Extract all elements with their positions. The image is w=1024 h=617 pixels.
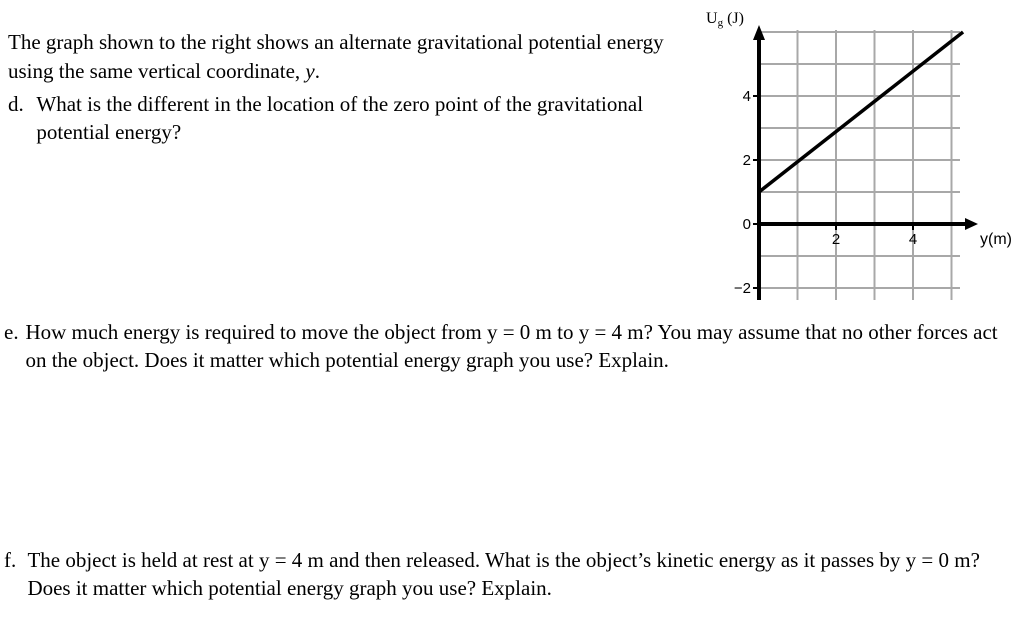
intro-paragraph <box>8 28 688 86</box>
y-axis-label-unit: (J) <box>723 10 744 27</box>
intro-text: The graph shown to the right shows an alternate gravitational potential energy using the same vertical coordinate, <box>8 30 664 83</box>
y-tick-label-neg2: −2 <box>733 280 751 297</box>
x-axis-arrow <box>965 218 978 230</box>
question-f-label: f. <box>4 548 17 572</box>
question-e-text: How much energy is required to move the object from y = 0 m to y = 4 m? You may assume that no other forces act on the object. Does it matter which potential energy graph you use? Explain. <box>25 320 998 372</box>
x-tick-label-2: 2 <box>831 231 841 248</box>
series-line-ug <box>759 32 963 192</box>
x-tick-label-4: 4 <box>908 231 918 248</box>
y-tick-label-0: 0 <box>742 216 751 233</box>
y-axis-label-main: U <box>706 10 718 27</box>
intro-end: . <box>314 59 320 83</box>
y-tick-label-4: 4 <box>742 88 751 105</box>
y-tick-label-2: 2 <box>742 152 751 169</box>
intro-variable: y <box>305 59 315 83</box>
question-d-label: d. <box>8 92 24 116</box>
question-f <box>4 546 1020 602</box>
y-axis-label-sub: g <box>717 17 724 29</box>
grid-lines <box>759 30 960 300</box>
x-axis-label: y(m) <box>980 231 1012 248</box>
y-axis-label <box>706 10 744 29</box>
graph-svg <box>690 0 1024 310</box>
question-e-label: e. <box>4 320 19 344</box>
potential-energy-graph <box>690 0 1024 310</box>
question-e <box>4 318 1020 374</box>
question-d-text: What is the different in the location of the zero point of the gravitational potential energy? <box>36 92 644 144</box>
question-d <box>8 90 668 146</box>
question-f-text: The object is held at rest at y = 4 m and then released. What is the object’s kinetic energy as it passes by y = 0 m? Does it matter which potential energy graph you use? Explain. <box>27 548 980 600</box>
